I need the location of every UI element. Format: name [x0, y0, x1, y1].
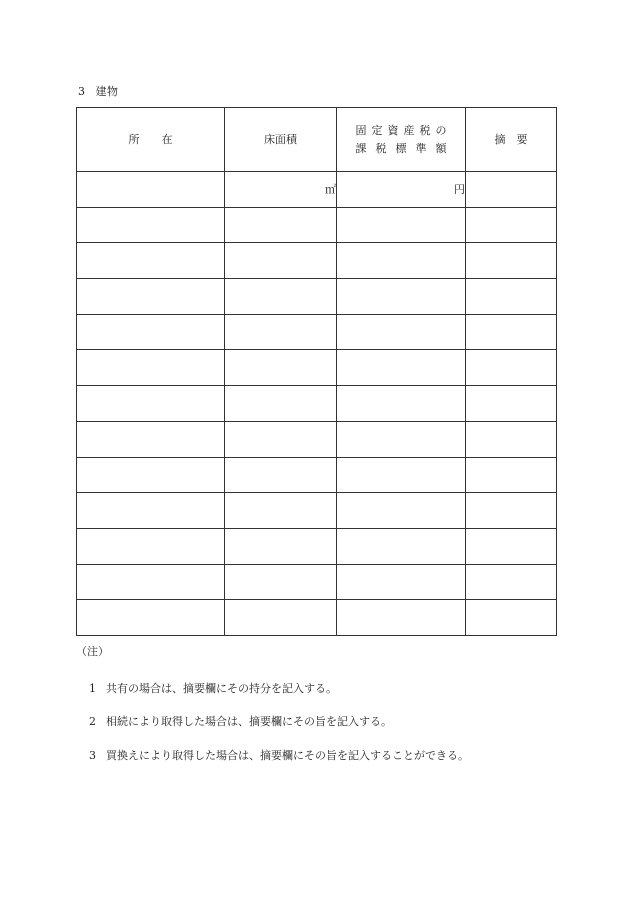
cell-remarks[interactable] — [466, 493, 557, 529]
cell-location[interactable] — [77, 243, 225, 279]
cell-location[interactable] — [77, 279, 225, 315]
cell-remarks[interactable] — [466, 243, 557, 279]
cell-remarks[interactable] — [466, 421, 557, 457]
unit-yen: 円 — [454, 183, 465, 197]
notes-title: （注） — [76, 645, 109, 658]
table-row — [77, 421, 557, 457]
cell-remarks[interactable] — [466, 564, 557, 600]
note-text: 買換えにより取得した場合は、摘要欄にその旨を記入することができる。 — [106, 749, 469, 762]
table-row — [77, 350, 557, 386]
unit-area: ㎡ — [325, 183, 336, 197]
header-floor-area — [225, 108, 337, 172]
header-remarks — [466, 108, 557, 172]
cell-tax-base[interactable] — [337, 314, 466, 350]
table-row — [77, 207, 557, 243]
cell-location[interactable] — [77, 600, 225, 636]
cell-floor-area[interactable] — [225, 457, 337, 493]
cell-floor-area[interactable] — [225, 279, 337, 315]
note-number: 3 — [89, 749, 96, 762]
header-tax-base-line2: 課税標準額 — [355, 141, 456, 155]
cell-floor-area[interactable] — [225, 600, 337, 636]
cell-location[interactable] — [77, 172, 225, 208]
cell-remarks[interactable] — [466, 600, 557, 636]
cell-remarks[interactable] — [466, 207, 557, 243]
cell-tax-base[interactable] — [337, 243, 466, 279]
table-row — [77, 172, 557, 208]
header-floor-area-label: 床面積 — [264, 132, 297, 146]
note-number: 1 — [89, 682, 96, 695]
cell-location[interactable] — [77, 350, 225, 386]
cell-tax-base[interactable] — [337, 564, 466, 600]
table-row — [77, 314, 557, 350]
cell-tax-base[interactable] — [337, 207, 466, 243]
note-number: 2 — [89, 715, 96, 728]
cell-tax-base[interactable] — [337, 172, 466, 208]
section-number: 3 — [78, 85, 86, 98]
cell-floor-area[interactable] — [225, 386, 337, 422]
cell-location[interactable] — [77, 207, 225, 243]
cell-tax-base[interactable] — [337, 279, 466, 315]
table-row — [77, 600, 557, 636]
cell-remarks[interactable] — [466, 457, 557, 493]
cell-tax-base[interactable] — [337, 528, 466, 564]
cell-floor-area[interactable] — [225, 207, 337, 243]
cell-remarks[interactable] — [466, 172, 557, 208]
cell-location[interactable] — [77, 457, 225, 493]
note-text: 共有の場合は、摘要欄にその持分を記入する。 — [106, 682, 337, 695]
cell-remarks[interactable] — [466, 350, 557, 386]
cell-tax-base[interactable] — [337, 457, 466, 493]
table-row — [77, 528, 557, 564]
cell-remarks[interactable] — [466, 528, 557, 564]
cell-tax-base[interactable] — [337, 386, 466, 422]
cell-tax-base[interactable] — [337, 493, 466, 529]
note-item — [89, 713, 392, 729]
table-header-row — [77, 108, 557, 172]
table-row — [77, 493, 557, 529]
building-table — [76, 107, 557, 636]
section-heading — [78, 83, 119, 99]
cell-remarks[interactable] — [466, 314, 557, 350]
cell-location[interactable] — [77, 493, 225, 529]
cell-floor-area[interactable] — [225, 564, 337, 600]
header-remarks-label: 摘要 — [494, 132, 539, 146]
note-item — [89, 680, 337, 696]
header-location-label: 所在 — [128, 132, 195, 146]
section-title: 建物 — [95, 85, 119, 98]
cell-location[interactable] — [77, 386, 225, 422]
cell-floor-area[interactable] — [225, 243, 337, 279]
cell-floor-area[interactable] — [225, 314, 337, 350]
table-row — [77, 279, 557, 315]
cell-tax-base[interactable] — [337, 600, 466, 636]
cell-tax-base[interactable] — [337, 350, 466, 386]
cell-location[interactable] — [77, 421, 225, 457]
header-tax-base-line1: 固定資産税の — [355, 123, 452, 137]
cell-floor-area[interactable] — [225, 172, 337, 208]
header-location — [77, 108, 225, 172]
note-item — [89, 747, 469, 763]
table-row — [77, 386, 557, 422]
cell-remarks[interactable] — [466, 279, 557, 315]
table-row — [77, 564, 557, 600]
cell-floor-area[interactable] — [225, 493, 337, 529]
cell-floor-area[interactable] — [225, 350, 337, 386]
cell-floor-area[interactable] — [225, 421, 337, 457]
cell-location[interactable] — [77, 528, 225, 564]
cell-remarks[interactable] — [466, 386, 557, 422]
cell-location[interactable] — [77, 564, 225, 600]
note-text: 相続により取得した場合は、摘要欄にその旨を記入する。 — [106, 715, 392, 728]
cell-location[interactable] — [77, 314, 225, 350]
cell-floor-area[interactable] — [225, 528, 337, 564]
header-tax-base — [337, 108, 466, 172]
table-row — [77, 457, 557, 493]
cell-tax-base[interactable] — [337, 421, 466, 457]
table-row — [77, 243, 557, 279]
